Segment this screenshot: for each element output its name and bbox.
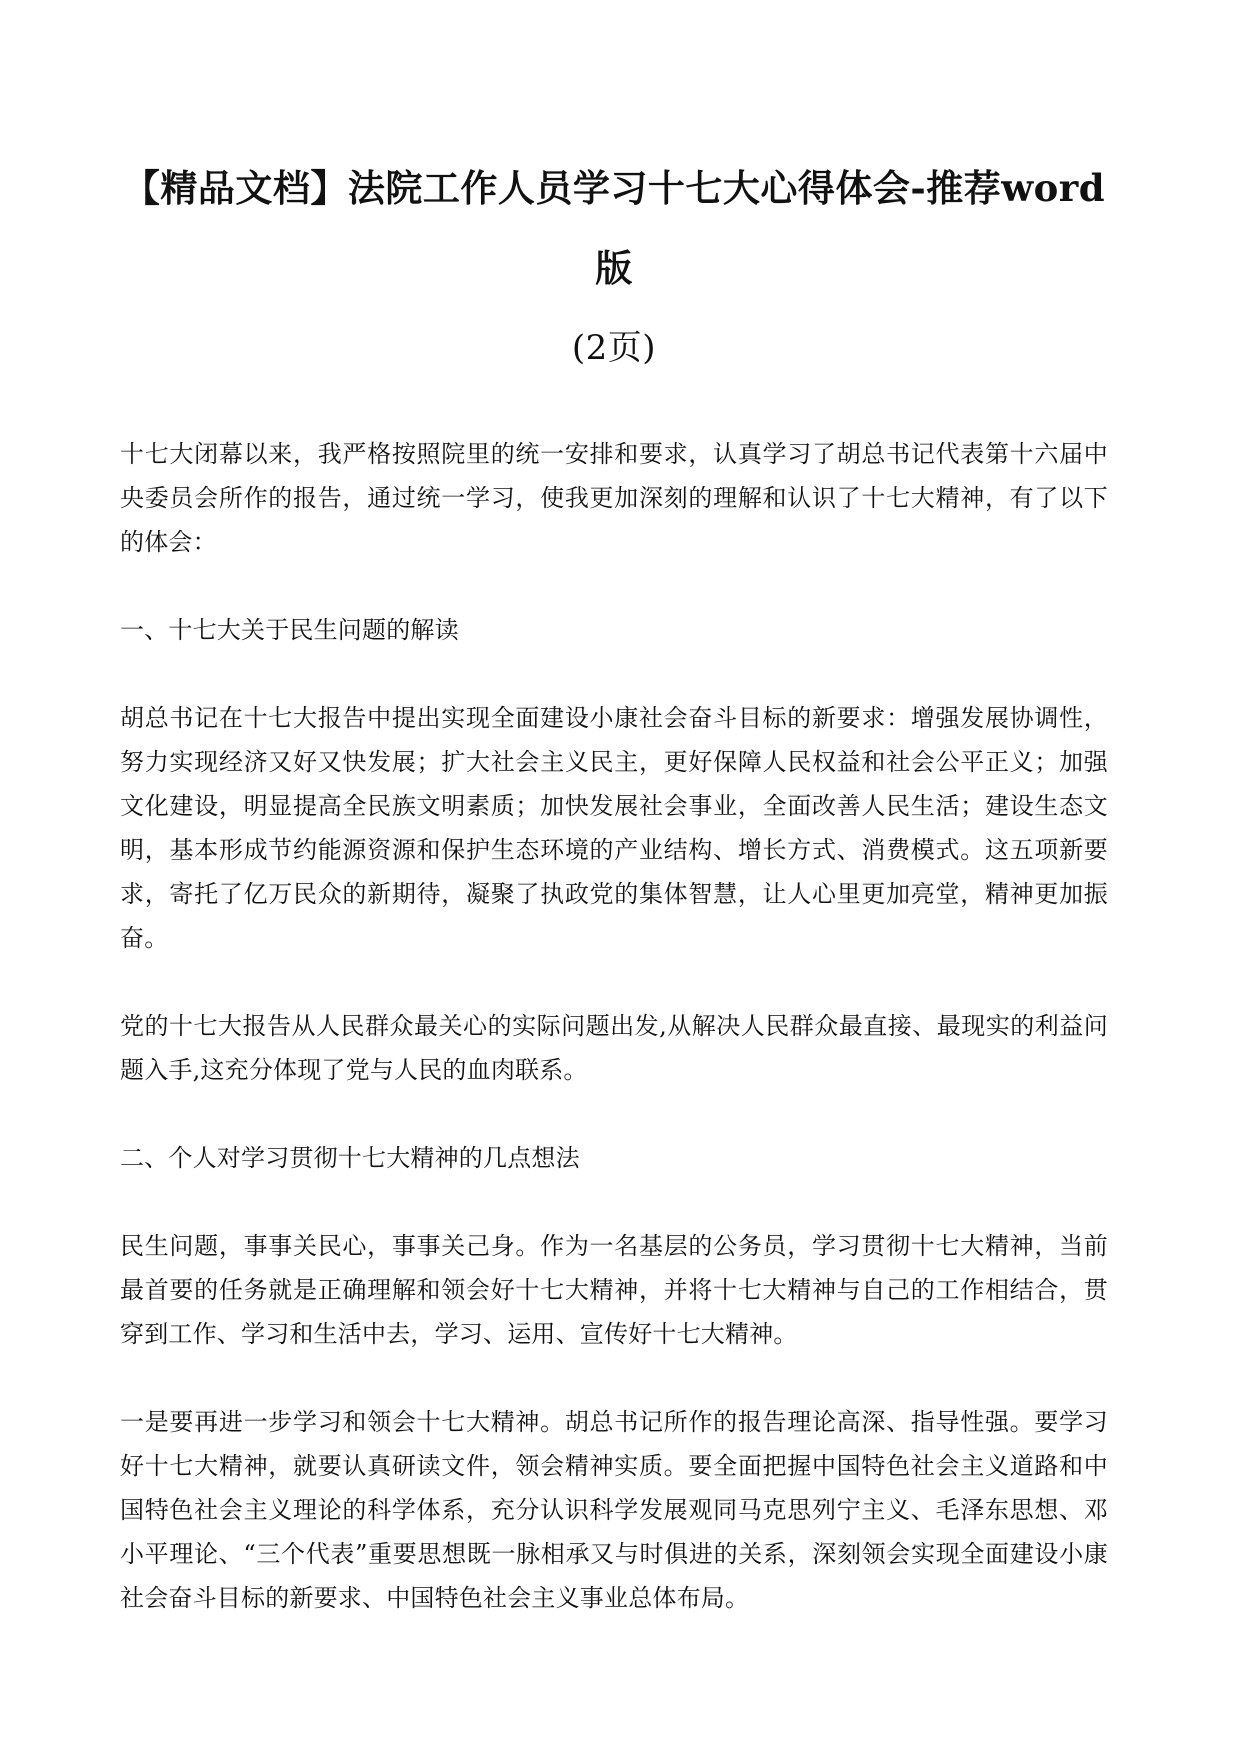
intro-paragraph: 十七大闭幕以来，我严格按照院里的统一安排和要求，认真学习了胡总书记代表第十六届中央委员会所作的报告，通过统一学习，使我更加深刻的理解和认识了十七大精神，有了以下的体会：	[120, 440, 1108, 556]
section1-paragraph-2: 党的十七大报告从人民群众最关心的实际问题出发,从解决人民群众最直接、最现实的利益问题入手,这充分体现了党与人民的血肉联系。	[120, 1012, 1108, 1084]
title-line-2: (2页)	[571, 328, 657, 368]
section1-paragraph-1: 胡总书记在十七大报告中提出实现全面建设小康社会奋斗目标的新要求：增强发展协调性，努力实现经济又好又快发展；扩大社会主义民主，更好保障人民权益和社会公平正义；加强文化建设，明显提高全民族文明素质；加快发展社会事业，全面改善人民生活；建设生态文明，基本形成节约能源资源和保护生态环境的产业结构、增长方式、消费模式。这五项新要求，寄托了亿万民众的新期待，凝聚了执政党的集体智慧，让人心里更加亮堂，精神更加振奋。	[120, 704, 1108, 952]
document-title	[120, 148, 1108, 388]
section2-paragraph-1: 民生问题，事事关民心，事事关己身。作为一名基层的公务员，学习贯彻十七大精神，当前最首要的任务就是正确理解和领会好十七大精神，并将十七大精神与自己的工作相结合，贯穿到工作、学习和生活中去，学习、运用、宣传好十七大精神。	[120, 1232, 1108, 1348]
title-line-1: 【精品文档】法院工作人员学习十七大心得体会-推荐word版	[122, 166, 1106, 290]
section-heading-1: 一、十七大关于民生问题的解读	[120, 616, 459, 644]
section-heading-2: 二、个人对学习贯彻十七大精神的几点想法	[120, 1144, 580, 1172]
section2-paragraph-2: 一是要再进一步学习和领会十七大精神。胡总书记所作的报告理论高深、指导性强。要学习好十七大精神，就要认真研读文件，领会精神实质。要全面把握中国特色社会主义道路和中国特色社会主义理论的科学体系，充分认识科学发展观同马克思列宁主义、毛泽东思想、邓小平理论、“三个代表”重要思想既一脉相承又与时俱进的关系，深刻领会实现全面建设小康社会奋斗目标的新要求、中国特色社会主义事业总体布局。	[120, 1408, 1108, 1612]
document-body	[120, 432, 1108, 1620]
